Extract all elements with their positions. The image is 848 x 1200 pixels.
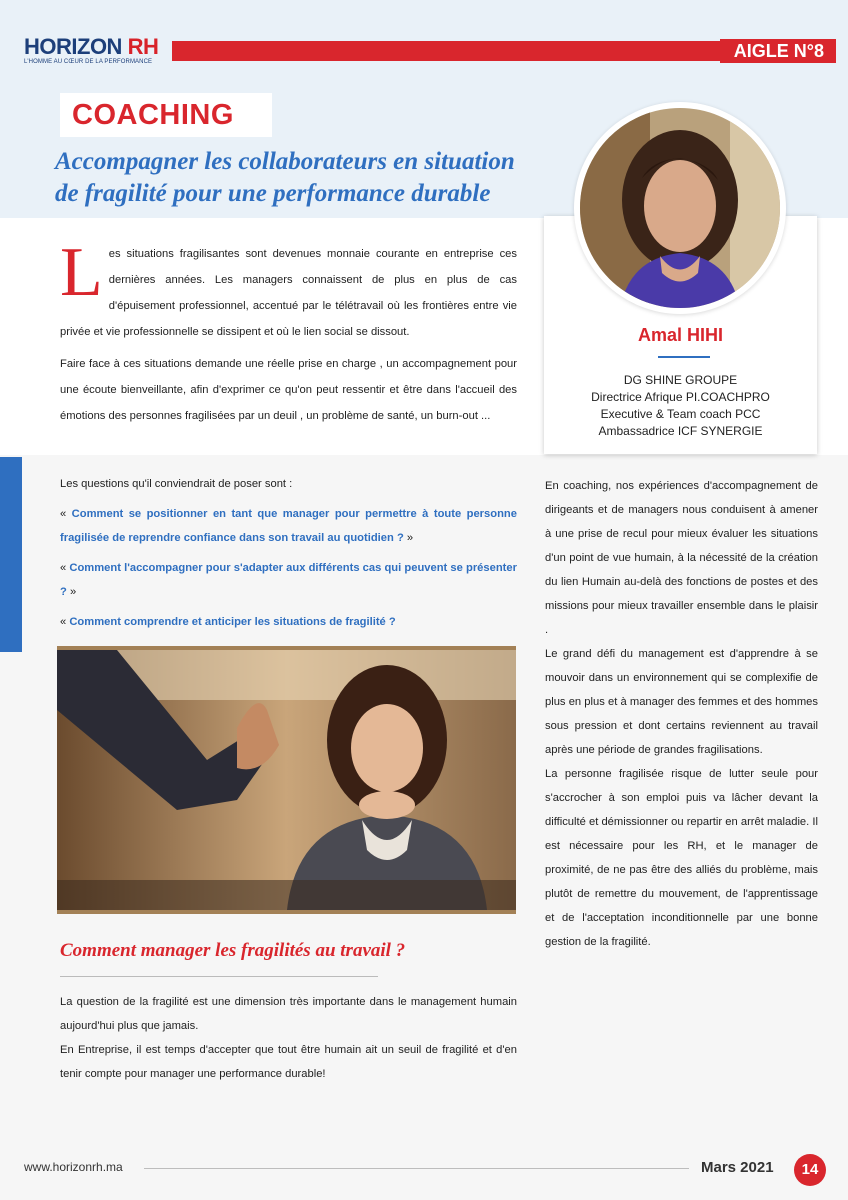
question-item: « Comment comprendre et anticiper les situations de fragilité ? — [60, 616, 396, 628]
author-role: Directrice Afrique PI.COACHPRO — [591, 390, 770, 404]
author-roles — [544, 372, 817, 440]
headline-line-1: Accompagner les collaborateurs en situation — [55, 148, 515, 175]
intro-paragraph-1-text: es situations fragilisantes sont devenues monnaie courante en entreprise ces dernières années. Les managers connaissent de plus en plus de cas d'épuisement professionnel, accentué par le télétravail où les frontières entre vie privée et vie professionnelle se dissipent et où le lien social se dissout. — [60, 248, 517, 338]
question-text: Comment l'accompagner pour s'adapter aux différents cas qui peuvent se présenter ? — [60, 562, 517, 598]
right-paragraph-2: Le grand défi du management est d'apprendre à se mouvoir dans un environnement qui se complexifie de plus en plus et à manager des femmes et des hommes sous pression et dont certains reviennent au travail après une période de grandes fragilisations. — [545, 648, 818, 756]
intro-text — [60, 234, 517, 435]
author-portrait — [574, 102, 786, 314]
intro-paragraph-1 — [60, 234, 517, 345]
author-role: Executive & Team coach PCC — [600, 407, 761, 421]
conclusion-text — [60, 990, 517, 1086]
author-divider — [658, 356, 710, 358]
questions-intro: Les questions qu'il conviendrait de poser sont : — [60, 478, 293, 490]
photo-image — [57, 650, 516, 910]
question-text: Comment se positionner en tant que manager pour permettre à toute personne fragilisée de reprendre confiance dans son travail au quotidien ? — [60, 508, 517, 544]
headline-line-2: de fragilité pour une performance durable — [55, 180, 491, 207]
footer-date: Mars 2021 — [701, 1159, 774, 1176]
logo-wordmark: HORIZON — [24, 34, 122, 59]
conclusion-paragraph-1: La question de la fragilité est une dimension très importante dans le management humain aujourd'hui plus que jamais. — [60, 996, 517, 1032]
logo-tagline: L'HOMME AU CŒUR DE LA PERFORMANCE — [24, 59, 153, 65]
questions-block — [60, 472, 517, 634]
conclusion-paragraph-2: En Entreprise, il est temps d'accepter que tout être humain ait un seuil de fragilité et d'en tenir compte pour manager une performance durable! — [60, 1044, 517, 1080]
question-item: « Comment se positionner en tant que manager pour permettre à toute personne fragilisée de reprendre confiance dans son travail au quotidien ? » — [60, 508, 517, 544]
subheading-rule — [60, 976, 378, 977]
logo-rh: RH — [127, 34, 159, 59]
issue-label: AIGLE N°8 — [720, 39, 836, 63]
footer-website-link[interactable]: www.horizonrh.ma — [24, 1160, 123, 1174]
article-photo — [57, 646, 516, 914]
author-name: Amal HIHI — [637, 325, 724, 345]
page-number: 14 — [794, 1154, 826, 1186]
intro-paragraph-2: Faire face à ces situations demande une réelle prise en charge , un accompagnement pour une écoute bienveillante, afin d'exprimer ce qu'on peut ressentir et être dans l'accueil des émotions des personnes fragilisées par un deuil , un problème de santé, un burn-out ... — [60, 358, 517, 422]
subheading: Comment manager les fragilités au travail ? — [60, 940, 406, 961]
question-item: « Comment l'accompagner pour s'adapter aux différents cas qui peuvent se présenter ? » — [60, 562, 517, 598]
right-paragraph-1: En coaching, nos expériences d'accompagnement de dirigeants et de managers nous conduisent à amener à une prise de recul pour mieux évaluer les situations d'un point de vue humain, à la nécessité de la création du lien Humain au-delà des fonctions de postes et des missions pour mieux travailler ensemble dans le plaisir . — [545, 480, 818, 636]
drop-cap: L — [60, 234, 103, 311]
section-title: COACHING — [60, 93, 272, 137]
portrait-image — [580, 108, 780, 308]
horizon-rh-logo[interactable] — [24, 36, 158, 65]
side-accent-bar — [0, 457, 22, 652]
author-role: Ambassadrice ICF SYNERGIE — [598, 424, 763, 438]
right-paragraph-3: La personne fragilisée risque de lutter seule pour s'accrocher à son emploi puis va lâcher devant la difficulté et démissionner ou repartir en arrêt maladie. Il est nécessaire pour les RH, et le manager de proximité, de ne pas être des alliés du problème, mais plutôt de remettre du mouvement, de l'apprentissage et de l'acceptation inconditionnelle par une bonne gestion de la fragilité. — [545, 768, 818, 948]
footer-divider — [144, 1168, 689, 1169]
question-text: Comment comprendre et anticiper les situations de fragilité ? — [69, 616, 396, 628]
right-column-text — [545, 474, 818, 954]
author-role: DG SHINE GROUPE — [623, 373, 738, 387]
article-headline — [55, 146, 555, 210]
